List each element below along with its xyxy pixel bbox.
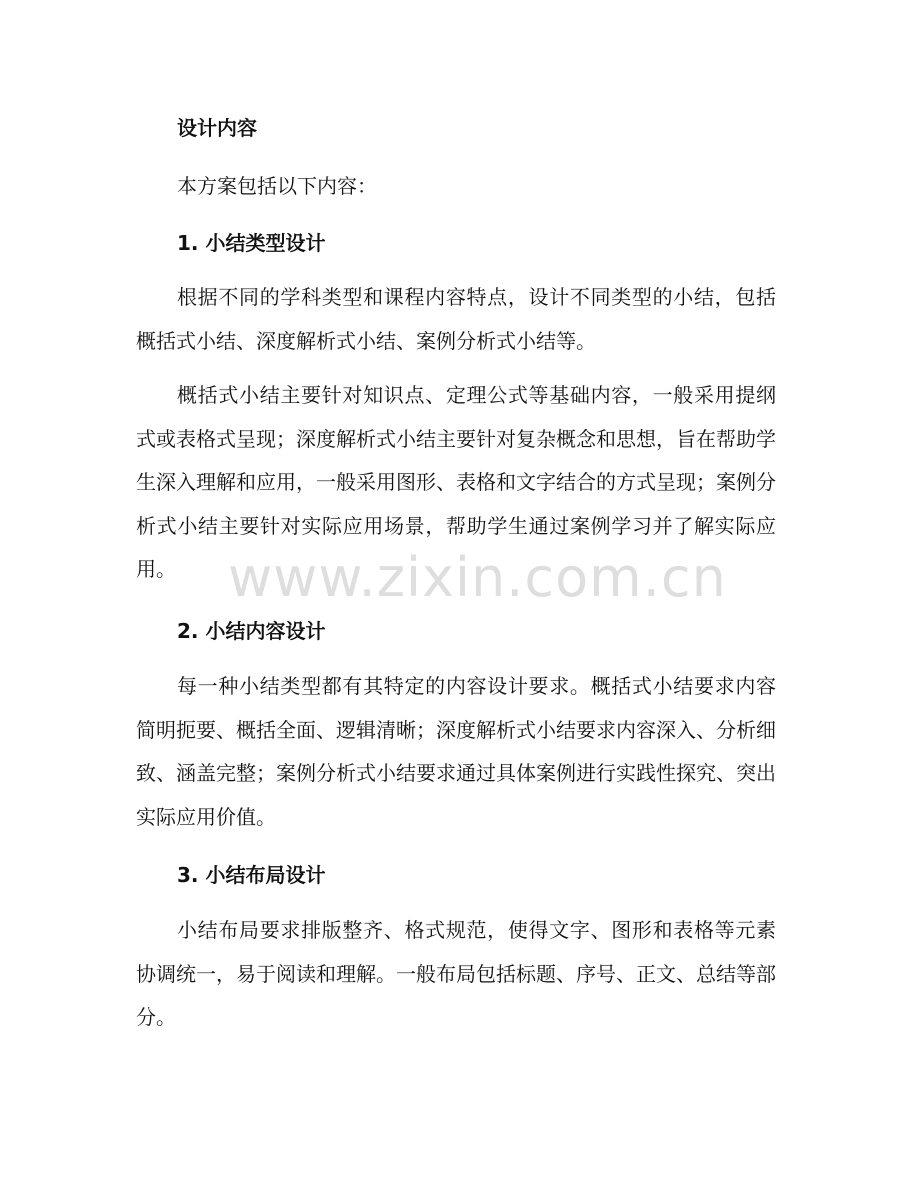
document-title: 设计内容 — [177, 116, 257, 140]
section-3-paragraph-1: 小结布局要求排版整齐、格式规范，使得文字、图形和表格等元素协调统一，易于阅读和理解。一般布局包括标题、序号、正文、总结等部分。 — [136, 918, 776, 1029]
section-1-heading: 1. 小结类型设计 — [177, 231, 326, 255]
intro-text: 本方案包括以下内容： — [177, 174, 377, 198]
section-1-paragraph-1: 根据不同的学科类型和课程内容特点，设计不同类型的小结，包括概括式小结、深度解析式小结、案例分析式小结等。 — [136, 285, 776, 353]
section-2-heading: 2. 小结内容设计 — [177, 619, 326, 643]
section-3-heading: 3. 小结布局设计 — [177, 863, 326, 887]
section-2-paragraph-1: 每一种小结类型都有其特定的内容设计要求。概括式小结要求内容简明扼要、概括全面、逻辑清晰；深度解析式小结要求内容深入、分析细致、涵盖完整；案例分析式小结要求通过具体案例进行实践性探究、突出实际应用价值。 — [136, 674, 776, 829]
section-1-paragraph-2: 概括式小结主要针对知识点、定理公式等基础内容，一般采用提纲式或表格式呈现；深度解析式小结主要针对复杂概念和思想，旨在帮助学生深入理解和应用，一般采用图形、表格和文字结合的方式呈现；案例分析式小结主要针对实际应用场景，帮助学生通过案例学习并了解实际应用。 — [136, 383, 776, 581]
watermark: www.zixin.com.cn — [228, 546, 727, 609]
